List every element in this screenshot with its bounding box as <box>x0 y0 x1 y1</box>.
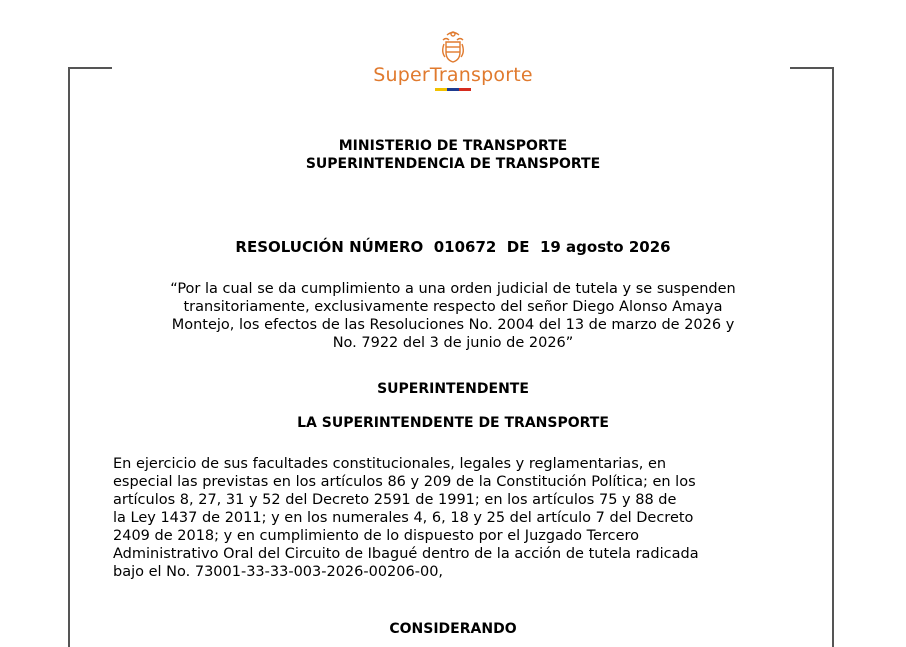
subject-line: Montejo, los efectos de las Resoluciones No. 2004 del 13 de marzo de 2026 y <box>171 317 735 333</box>
subject-line: No. 7922 del 3 de junio de 2026” <box>332 335 574 351</box>
flag-stripe <box>435 88 471 91</box>
frame-left-top <box>68 67 112 69</box>
preamble-line: bajo el No. 73001-33-33-003-2026-00206-00, <box>113 564 444 580</box>
considerando-heading: CONSIDERANDO <box>389 621 517 637</box>
preamble-line: especial las previstas en los artículos 86 y 209 de la Constitución Política; en los <box>113 474 696 490</box>
preamble-paragraph <box>113 455 790 581</box>
signatory-full-title: LA SUPERINTENDENTE DE TRANSPORTE <box>297 415 609 431</box>
colombia-coat-of-arms-icon <box>438 30 468 64</box>
resolution-subject <box>110 280 796 352</box>
preamble-line: Administrativo Oral del Circuito de Ibagué dentro de la acción de tutela radicada <box>113 546 699 562</box>
resolution-title: RESOLUCIÓN NÚMERO 010672 DE 19 agosto 2026 <box>235 238 671 256</box>
logo <box>350 30 556 91</box>
frame-right-top <box>790 67 834 69</box>
subject-line: transitoriamente, exclusivamente respecto del señor Diego Alonso Amaya <box>183 299 723 315</box>
preamble-line: artículos 8, 27, 31 y 52 del Decreto 2591 de 1991; en los artículos 75 y 88 de <box>113 492 677 508</box>
subject-line: “Por la cual se da cumplimiento a una orden judicial de tutela y se suspenden <box>170 281 736 297</box>
preamble-line: En ejercicio de sus facultades constitucionales, legales y reglamentarias, en <box>113 456 667 472</box>
superintendency-heading: SUPERINTENDENCIA DE TRANSPORTE <box>305 156 601 172</box>
ministry-heading: MINISTERIO DE TRANSPORTE <box>338 138 568 154</box>
preamble-line: 2409 de 2018; y en cumplimiento de lo dispuesto por el Juzgado Tercero <box>113 528 640 544</box>
preamble-line: la Ley 1437 de 2011; y en los numerales 4, 6, 18 y 25 del artículo 7 del Decreto <box>113 510 694 526</box>
logo-text: SuperTransporte <box>373 64 533 86</box>
signatory-title: SUPERINTENDENTE <box>377 381 529 397</box>
